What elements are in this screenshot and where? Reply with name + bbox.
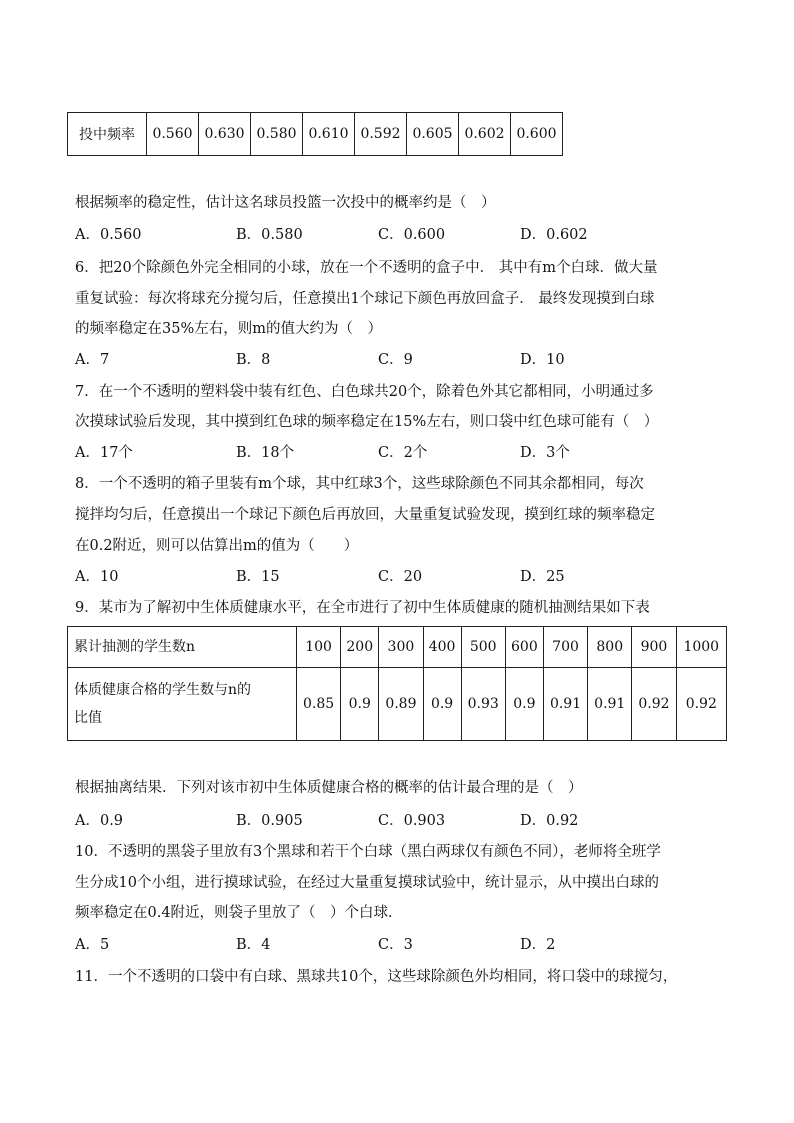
table-cell: 0.93: [461, 668, 505, 741]
q7-option-d: D．3个: [520, 445, 570, 461]
table-row: [68, 113, 563, 156]
table-cell: 100: [297, 627, 341, 668]
table-cell: 0.610: [303, 113, 355, 156]
q10-line-2: 生分成10个小组，进行摸球试验，在经过大量重复摸球试验中，统计显示，从中摸出白球的: [75, 875, 659, 891]
q6-line-2: 重复试验：每次将球充分搅匀后，任意摸出1个球记下颜色再放回盒子． 最终发现摸到白球: [75, 291, 655, 307]
table-cell: 0.602: [459, 113, 511, 156]
q5-option-a: A．0.560: [75, 227, 142, 243]
q5-option-c: C．0.600: [378, 227, 446, 243]
table-cell: 400: [423, 627, 461, 668]
table-header-cell: 累计抽测的学生数n: [68, 627, 297, 668]
table-header-cell: 投中频率: [68, 113, 147, 156]
q9-option-c: C．0.903: [378, 813, 446, 829]
q7-line-1: 7．在一个不透明的塑料袋中装有红色、白色球共20个，除着色外其它都相同，小明通过多: [75, 384, 654, 400]
table-cell: 0.9: [423, 668, 461, 741]
q10-option-b: B．4: [236, 937, 271, 953]
q5-option-d: D．0.602: [520, 227, 588, 243]
table-cell: 600: [505, 627, 543, 668]
free-throw-frequency-table: [67, 112, 563, 156]
q7-option-c: C．2个: [378, 445, 428, 461]
q11-line-1: 11．一个不透明的口袋中有白球、黑球共10个，这些球除颜色外均相同，将口袋中的球搅匀，: [75, 969, 678, 985]
table-cell: 300: [379, 627, 423, 668]
table-cell: 900: [632, 627, 676, 668]
q6-option-c: C．9: [378, 352, 413, 368]
table-header-cell: [68, 668, 297, 741]
q5-stem: 根据频率的稳定性，估计这名球员投篮一次投中的概率约是（ ）: [75, 195, 496, 211]
q10-option-a: A．5: [75, 937, 110, 953]
q9-option-a: A．0.9: [75, 813, 124, 829]
table-cell: 0.600: [511, 113, 563, 156]
table-cell: 0.91: [588, 668, 632, 741]
table-cell: 200: [341, 627, 379, 668]
table-cell: 0.89: [379, 668, 423, 741]
q9-stem: 根据抽离结果．下列对该市初中生体质健康合格的概率的估计最合理的是（ ）: [75, 780, 583, 796]
q8-line-1: 8．一个不透明的箱子里装有m个球，其中红球3个，这些球除颜色不同其余都相同，每次: [75, 476, 644, 492]
header-line-2: 比值: [74, 710, 102, 726]
table-cell: 800: [588, 627, 632, 668]
table-cell: 700: [543, 627, 587, 668]
q8-option-d: D．25: [520, 569, 565, 585]
header-line-1: 体质健康合格的学生数与n的: [74, 682, 252, 698]
q9-intro: 9．某市为了解初中生体质健康水平，在全市进行了初中生体质健康的随机抽测结果如下表: [75, 600, 650, 616]
q9-option-d: D．0.92: [520, 813, 579, 829]
q6-option-d: D．10: [520, 352, 565, 368]
table-cell: 0.9: [505, 668, 543, 741]
q6-line-1: 6．把20个除颜色外完全相同的小球，放在一个不透明的盒子中． 其中有m个白球．做大量: [75, 260, 658, 276]
table-cell: 0.92: [676, 668, 726, 741]
table-cell: 0.605: [407, 113, 459, 156]
table-cell: 0.9: [341, 668, 379, 741]
q6-option-b: B．8: [236, 352, 271, 368]
table-cell: 0.630: [199, 113, 251, 156]
table-cell: 0.92: [632, 668, 676, 741]
table-cell: 1000: [676, 627, 726, 668]
q6-line-3: 的频率稳定在35%左右，则m的值大约为（ ）: [75, 321, 382, 337]
q8-option-c: C．20: [378, 569, 423, 585]
table-cell: 0.85: [297, 668, 341, 741]
q7-option-a: A．17个: [75, 445, 133, 461]
q6-option-a: A．7: [75, 352, 110, 368]
q10-option-c: C．3: [378, 937, 413, 953]
table-cell: 500: [461, 627, 505, 668]
q8-line-2: 搅拌均匀后，任意摸出一个球记下颜色后再放回，大量重复试验发现，摸到红球的频率稳定: [75, 507, 655, 523]
q8-line-3: 在0.2附近，则可以估算出m的值为（ ）: [75, 538, 359, 554]
health-sampling-table: [67, 626, 727, 741]
table-cell: 0.560: [147, 113, 199, 156]
table-row: [68, 668, 727, 741]
table-cell: 0.592: [355, 113, 407, 156]
q10-line-3: 频率稳定在0.4附近，则袋子里放了（ ）个白球．: [75, 905, 403, 921]
q10-line-1: 10．不透明的黑袋子里放有3个黑球和若干个白球（黑白两球仅有颜色不同），老师将全班学: [75, 844, 661, 860]
q9-option-b: B．0.905: [236, 813, 303, 829]
q8-option-b: B．15: [236, 569, 280, 585]
q7-option-b: B．18个: [236, 445, 295, 461]
table-row: [68, 627, 727, 668]
table-cell: 0.91: [543, 668, 587, 741]
table-cell: 0.580: [251, 113, 303, 156]
q8-option-a: A．10: [75, 569, 119, 585]
q10-option-d: D．2: [520, 937, 556, 953]
q5-option-b: B．0.580: [236, 227, 303, 243]
q7-line-2: 次摸球试验后发现，其中摸到红色球的频率稳定在15%左右，则口袋中红色球可能有（ ）: [75, 414, 659, 430]
